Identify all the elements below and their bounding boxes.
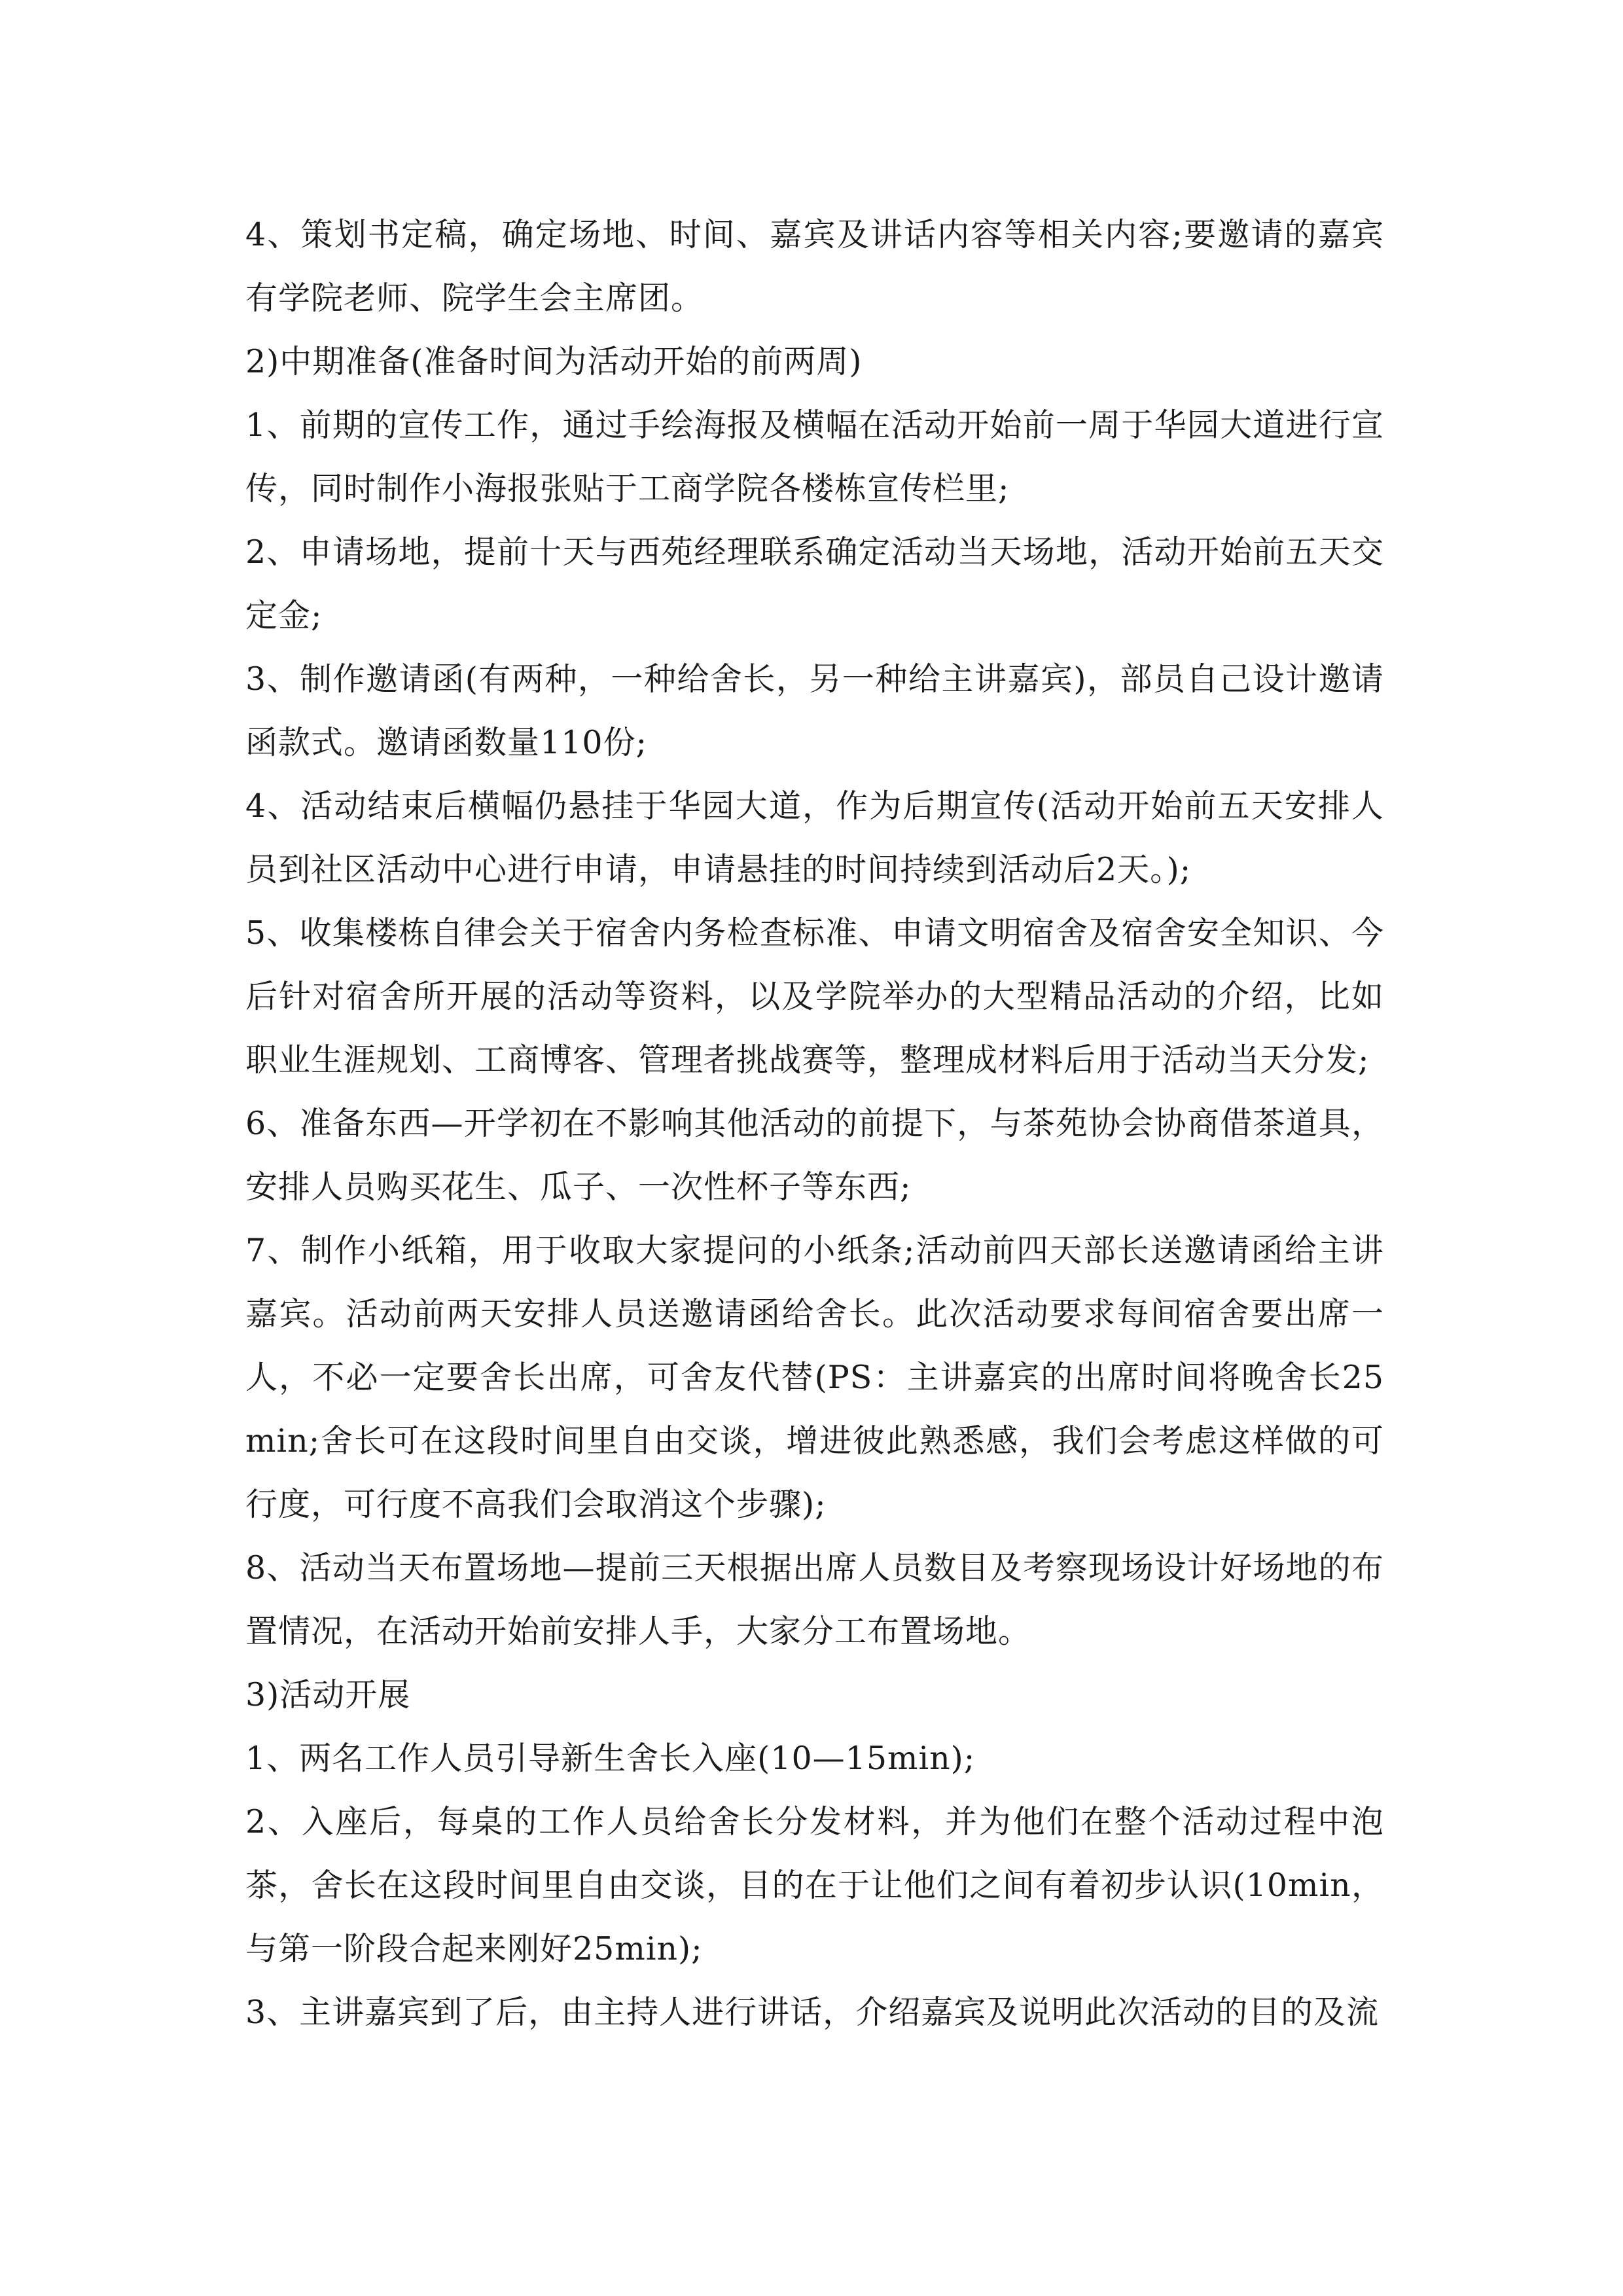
paragraph: 5、收集楼栋自律会关于宿舍内务检查标准、申请文明宿舍及宿舍安全知识、今后针对宿舍所开展的活动等资料，以及学院举办的大型精品活动的介绍，比如职业生涯规划、工商博客、管理者挑战赛等，整理成材料后用于活动当天分发; bbox=[245, 914, 1384, 1079]
paragraph: 6、准备东西—开学初在不影响其他活动的前提下，与茶苑协会协商借茶道具，安排人员购买花生、瓜子、一次性杯子等东西; bbox=[245, 1105, 1384, 1206]
paragraph: 1、两名工作人员引导新生舍长入座(10—15min); bbox=[245, 1740, 976, 1777]
paragraph: 2、申请场地，提前十天与西苑经理联系确定活动当天场地，活动开始前五天交定金; bbox=[245, 533, 1384, 634]
document-body bbox=[245, 203, 1384, 2044]
paragraph: 1、前期的宣传工作，通过手绘海报及横幅在活动开始前一周于华园大道进行宣传，同时制作小海报张贴于工商学院各楼栋宣传栏里; bbox=[245, 406, 1384, 507]
paragraph: 7、制作小纸箱，用于收取大家提问的小纸条;活动前四天部长送邀请函给主讲嘉宾。活动前两天安排人员送邀请函给舍长。此次活动要求每间宿舍要出席一人，不必一定要舍长出席，可舍友代替(PS：主讲嘉宾的出席时间将晚舍长25min;舍长可在这段时间里自由交谈，增进彼此熟悉感，我们会考虑这样做的可行度，可行度不高我们会取消这个步骤); bbox=[245, 1232, 1384, 1523]
paragraph: 2、入座后，每桌的工作人员给舍长分发材料，并为他们在整个活动过程中泡茶，舍长在这段时间里自由交谈，目的在于让他们之间有着初步认识(10min，与第一阶段合起来刚好25min); bbox=[245, 1803, 1384, 1967]
section-heading: 2)中期准备(准备时间为活动开始的前两周) bbox=[245, 343, 863, 380]
paragraph: 4、活动结束后横幅仍悬挂于华园大道，作为后期宣传(活动开始前五天安排人员到社区活动中心进行申请，申请悬挂的时间持续到活动后2天。); bbox=[245, 787, 1384, 888]
paragraph: 4、策划书定稿，确定场地、时间、嘉宾及讲话内容等相关内容;要邀请的嘉宾有学院老师、院学生会主席团。 bbox=[245, 216, 1384, 317]
section-heading: 3)活动开展 bbox=[245, 1676, 411, 1713]
paragraph: 3、制作邀请函(有两种，一种给舍长，另一种给主讲嘉宾)，部员自己设计邀请函款式。邀请函数量110份; bbox=[245, 660, 1384, 761]
paragraph: 8、活动当天布置场地—提前三天根据出席人员数目及考察现场设计好场地的布置情况，在活动开始前安排人手，大家分工布置场地。 bbox=[245, 1549, 1384, 1650]
paragraph: 3、主讲嘉宾到了后，由主持人进行讲话，介绍嘉宾及说明此次活动的目的及流 bbox=[245, 1994, 1380, 2031]
